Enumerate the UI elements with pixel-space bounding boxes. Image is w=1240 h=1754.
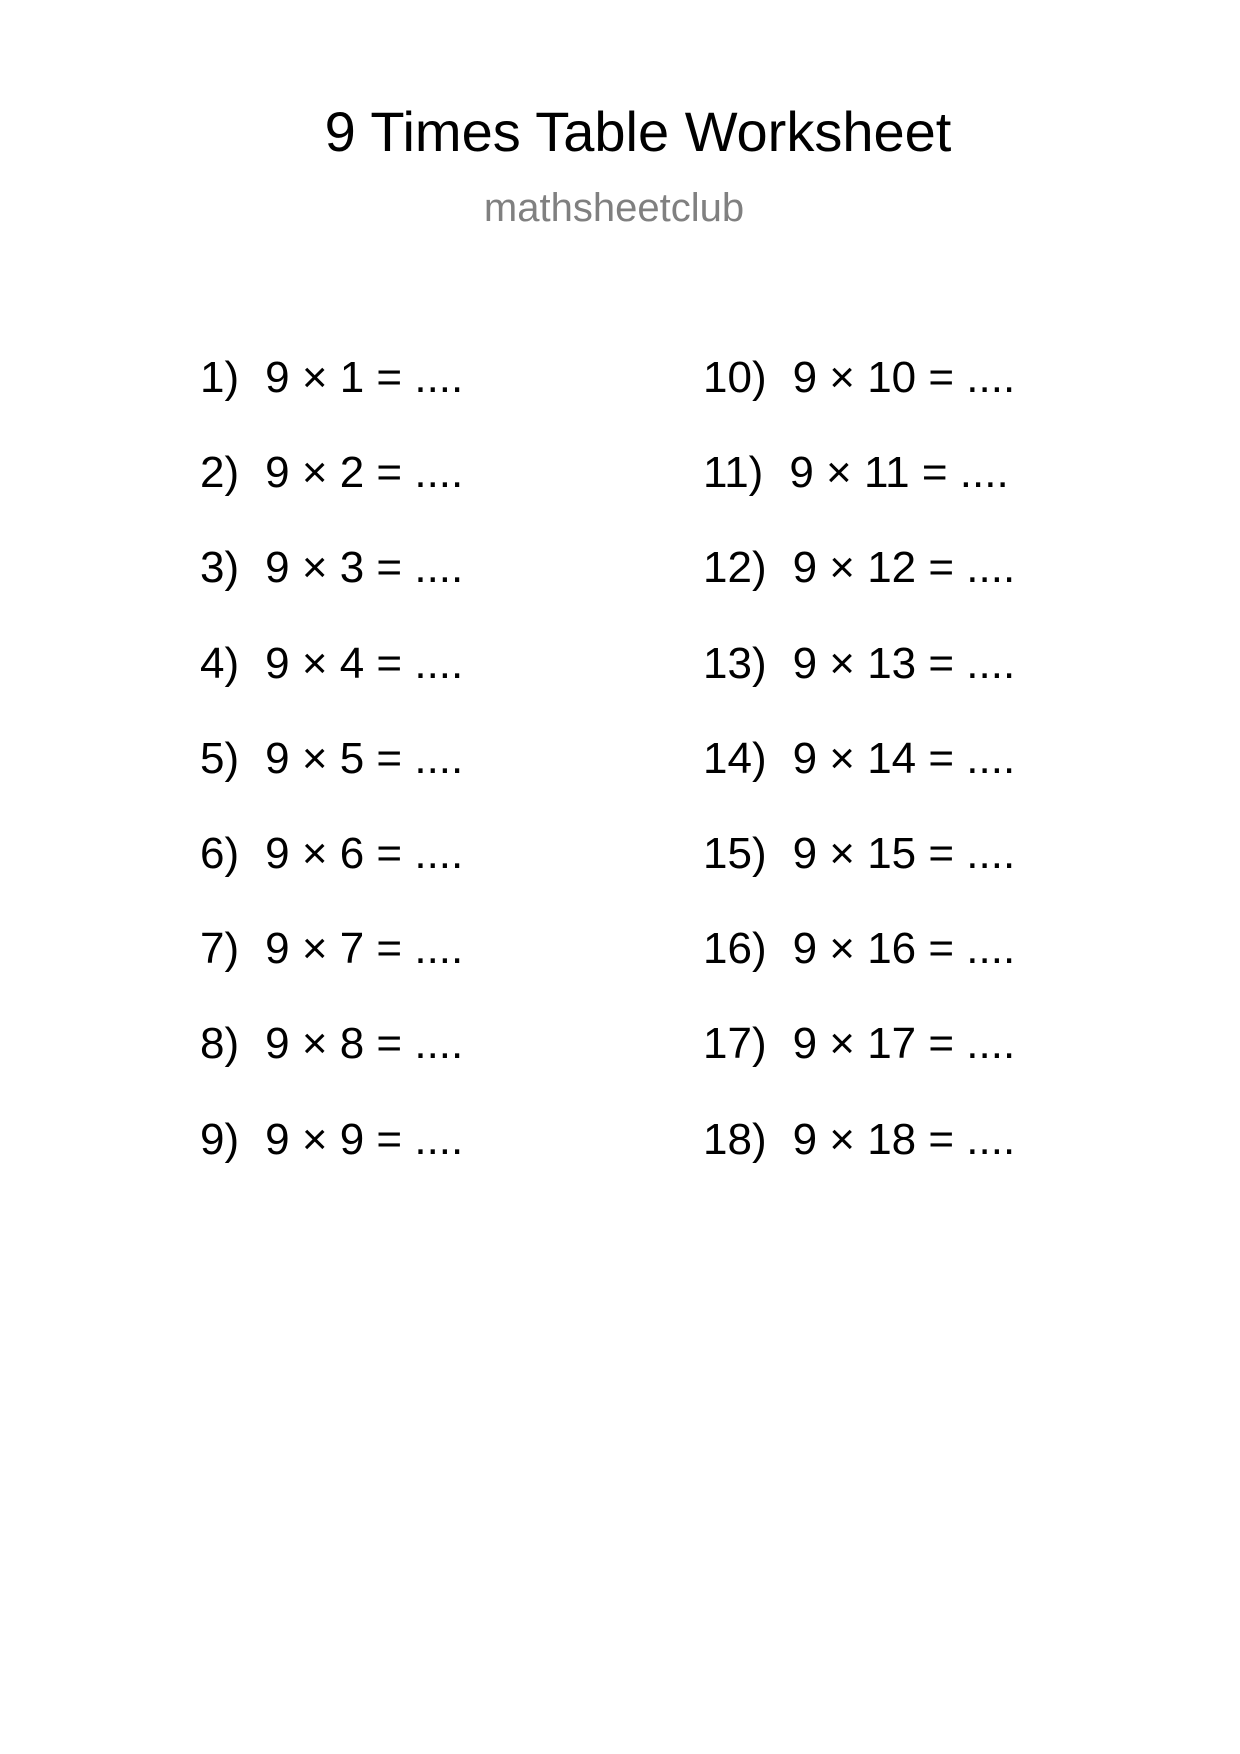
- problem-item: [200, 730, 620, 825]
- problem-expression: 9 × 5 = ....: [265, 733, 464, 783]
- problem-expression: 9 × 14 = ....: [792, 733, 1016, 783]
- problem-number: 7): [200, 924, 240, 974]
- problem-number: 17): [703, 1019, 767, 1069]
- problem-item: [200, 825, 620, 920]
- problem-column-right: [703, 349, 1123, 1206]
- problem-item: [200, 539, 620, 634]
- worksheet-title: 9 Times Table Worksheet: [324, 100, 952, 163]
- problem-number: 14): [703, 733, 767, 783]
- problem-item: [703, 444, 1123, 539]
- problem-expression: 9 × 3 = ....: [265, 543, 464, 593]
- problem-expression: 9 × 17 = ....: [792, 1019, 1016, 1069]
- problem-number: 2): [200, 448, 240, 498]
- problem-number: 18): [703, 1114, 767, 1164]
- problem-item: [200, 444, 620, 539]
- problem-item: [703, 635, 1123, 730]
- problem-item: [703, 539, 1123, 634]
- problem-expression: 9 × 9 = ....: [265, 1114, 464, 1164]
- problem-expression: 9 × 10 = ....: [792, 353, 1016, 402]
- problem-expression: 9 × 12 = ....: [792, 543, 1016, 593]
- problem-item: [703, 920, 1123, 1015]
- problem-item: [200, 349, 620, 444]
- problem-number: 10): [703, 353, 767, 402]
- problem-item: [703, 349, 1123, 444]
- problem-number: 16): [703, 924, 767, 974]
- problem-number: 15): [703, 828, 767, 878]
- problem-expression: 9 × 2 = ....: [265, 448, 464, 498]
- problem-number: 11): [703, 448, 764, 498]
- problem-number: 3): [200, 543, 240, 593]
- problem-item: [200, 920, 620, 1015]
- problem-expression: 9 × 7 = ....: [265, 924, 464, 974]
- problem-item: [200, 1111, 620, 1206]
- problem-number: 9): [200, 1114, 240, 1164]
- problem-item: [200, 635, 620, 730]
- problem-expression: 9 × 8 = ....: [265, 1019, 464, 1069]
- problem-expression: 9 × 18 = ....: [792, 1114, 1016, 1164]
- problem-column-left: [200, 349, 620, 1206]
- problem-number: 13): [703, 638, 767, 688]
- problem-item: [703, 730, 1123, 825]
- problem-item: [703, 1111, 1123, 1206]
- problem-number: 4): [200, 638, 240, 688]
- problem-expression: 9 × 13 = ....: [792, 638, 1016, 688]
- problem-item: [703, 825, 1123, 920]
- problem-expression: 9 × 16 = ....: [792, 924, 1016, 974]
- problem-expression: 9 × 15 = ....: [792, 828, 1016, 878]
- problem-expression: 9 × 11 = ....: [789, 448, 1009, 498]
- problem-number: 1): [200, 353, 240, 402]
- problem-item: [200, 1015, 620, 1110]
- problem-expression: 9 × 4 = ....: [265, 638, 464, 688]
- problem-number: 8): [200, 1019, 240, 1069]
- problem-item: [703, 1015, 1123, 1110]
- problem-number: 6): [200, 828, 240, 878]
- worksheet-subtitle: mathsheetclub: [483, 186, 745, 230]
- problem-number: 12): [703, 543, 767, 593]
- problem-expression: 9 × 6 = ....: [265, 828, 464, 878]
- problem-expression: 9 × 1 = ....: [265, 353, 464, 402]
- problem-number: 5): [200, 733, 240, 783]
